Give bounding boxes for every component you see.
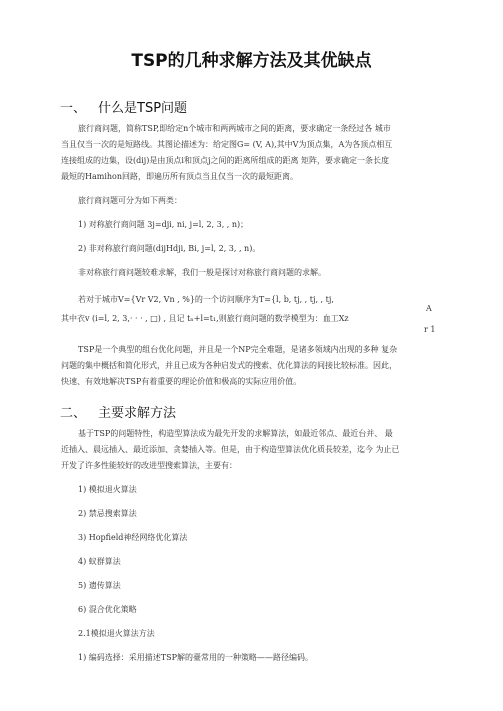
section-1-title: 什么是TSP问题 — [98, 101, 188, 116]
list-item: 1) 对称旅行商问题 3j=dji, ni, j=l, 2, 3, , n)； — [78, 220, 249, 229]
paragraph-line: 旅行商问题可分为如下两类： — [78, 196, 182, 205]
formula-top: A — [426, 304, 432, 313]
paragraph-line: 旅行商问题，简称TSP,即给定n个城市和两两城市之间的距离，要求确定一条经过各 城市 — [78, 124, 391, 133]
paragraph-line: 若对于城市V={Vr V2, Vn , %}的一个访问顺序为T={l, b, tj, , tj, , tj, — [78, 295, 334, 304]
list-item: 2) 非对称旅行商问题(dijHdji, Bi, j=l, 2, 3, , n)。 — [78, 244, 261, 253]
paragraph-line: 基于TSP的问题特性，构造型算法成为最先开发的求解算法，如最近邻点、最近台并、 最 — [78, 429, 393, 438]
paragraph-line: 开发了许多性能较好的改进型搜索算法，主要有： — [61, 461, 237, 470]
list-item: 6) 混合优化策略 — [78, 605, 137, 614]
list-item: 3) Hopfield神经网络优化算法 — [78, 533, 188, 542]
list-item: 1) 模拟退火算法 — [78, 485, 137, 494]
section-2-title: 主要求解方法 — [98, 406, 177, 421]
paragraph-line: TSP是一个典型的组台优化问题，并且是一个NP完全难题，是诸多领域内出现的多种 复杂 — [78, 345, 398, 354]
paragraph-line: 问题的集中概括和简化形式，并且已成为各种启发式的搜索、优化算法的间接比较标准。因此， — [61, 361, 397, 370]
paragraph-line: 连接组成的边集，设(dij)是由顶点i和顶点j之间的距离所组成的距离 矩阵，要求确定一条长度 — [61, 156, 389, 165]
section-1-heading — [60, 97, 187, 116]
paragraph-line: 快速、有效地解决TSP有着重要的理论价值和极高的实际应用价值。 — [61, 377, 302, 386]
section-2-heading — [60, 402, 176, 421]
list-item: 5) 遗传算法 — [78, 581, 121, 590]
paragraph-line: 非对称旅行商问题较难求解，我们一般是探讨对称旅行商问题的求解。 — [78, 268, 326, 277]
list-item: 2) 禁忌搜索算法 — [78, 509, 137, 518]
section-2-number: 二、 — [60, 406, 87, 421]
paragraph-line: 当且仅当一次的是短路线。其图论描述为：给定图G= (V, A),其中V为顶点集，A为各顶点相互 — [61, 140, 393, 149]
paragraph-line: 其中衣v (i=l, 2, 3,· · · , □) , 且记 tₙ+l=t₁,则旅行商问题的数学模型为：血工Xz — [61, 314, 349, 323]
paragraph-line: 最短的Hamihon回路，即遍历所有顶点当且仅当一次的最短距离。 — [61, 172, 299, 181]
formula-bottom: r 1 — [424, 325, 436, 334]
paragraph-line: 近插入、晨远插入、最近添加、贪婪插入等。但是，由于构造型算法优化质長较差，迄今 为止已 — [61, 445, 400, 454]
list-item: 4) 蚁群算法 — [78, 557, 121, 566]
document-title: TSP的几种求解方法及其优缺点 — [131, 51, 372, 71]
subsection-heading: 2.1模拟退火算法方法 — [78, 629, 155, 638]
list-item: 1) 编码选择：采用描述TSP解的臺常用的一种策略——路径编码。 — [78, 653, 313, 662]
section-1-number: 一、 — [60, 101, 87, 116]
